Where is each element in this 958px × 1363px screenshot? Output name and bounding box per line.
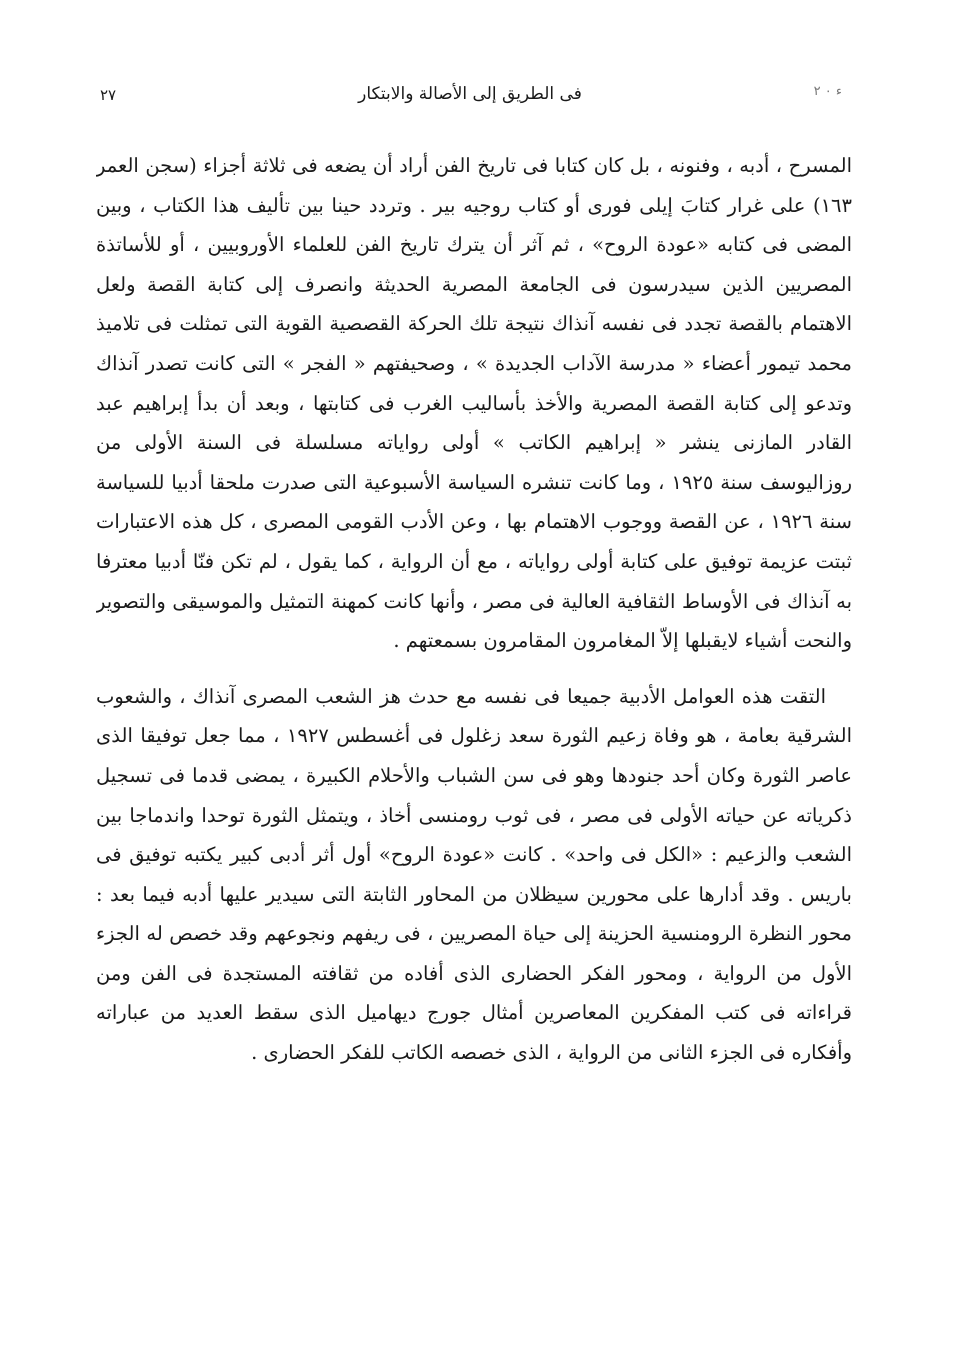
running-header [100,78,840,112]
body-text [96,146,852,1326]
paragraph: التقت هذه العوامل الأدبية جميعا فى نفسه مع حدث هز الشعب المصرى آنذاك ، والشعوب الشرقية بعامة ، هو وفاة زعيم الثورة سعد زغلول فى أغسطس ١٩٢٧ ، مما جعل توفيقا الذى عاصر الثورة وكان أحد جنودها وهو فى سن الشباب والأحلام الكبيرة ، يمضى قدما فى تسجيل ذكرياته عن حياته الأولى فى مصر ، فى ثوب رومنسى أخاذ ، ويتمثل الثورة توحدا واندماجا بين الشعب والزعيم : «الكل فى واحد» . كانت «عودة الروح» أول أثر أدبى كبير يكتبه توفيق فى باريس . وقد أدارها على محورين سيظلان من المحاور الثابتة التى سيدير عليها أدبه فيما بعد : محور النظرة الرومنسية الحزينة إلى حياة المصريين ، فى ريفهم ونجوعهم وقد خصص له الجزء الأول من الرواية ، ومحور الفكر الحضارى الذى أفاده من ثقافته المستجدة فى الفن ومن قراءاته فى كتب المفكرين المعاصرين أمثال جورج ديهاميل الذى سقط العديد من عباراته وأفكاره فى الجزء الثانى من الرواية ، الذى خصصه الكاتب للفكر الحضارى . [96,684,852,1065]
page-number: ٢٧ [100,86,117,104]
paragraph: المسرح ، أدبه ، وفنونه ، بل كان كتابا فى تاريخ الفن أراد أن يضعه فى ثلاثة أجزاء (سجن العمر ١٦٣) على غرار كتابَ إيلى فورى أو كتاب روجيه بير . وتردد حينا بين تأليف هذا الكتاب ، وبين المضى فى كتابه «عودة الروح» ، ثم آثر أن يترك تاريخ الفن للعلماء الأوروبيين ، أو للأساتذة المصريين الذين سيدرسون فى الجامعة المصرية الحديثة وانصرف إلى كتابة القصة ولعل الاهتمام بالقصة تجدد فى نفسه آنذاك نتيجة تلك الحركة القصصية القوية التى تمثلت فى تلاميذ محمد تيمور أعضاء « مدرسة الآداب الجديدة » ، وصحيفتهم « الفجر » التى كانت تصدر آنذاك وتدعو إلى كتابة القصة المصرية والأخذ بأساليب الغرب فى كتابتها ، وبعد أن بدأ إبراهيم عبد القادر المازنى ينشر « إبراهيم الكاتب » أولى رواياته مسلسلة فى السنة الأولى من روزاليوسف سنة ١٩٢٥ ، وما كانت تنشره السياسة الأسبوعية التى صدرت ملحقا أدبيا للسياسة سنة ١٩٢٦ ، عن القصة ووجوب الاهتمام بها ، وعن الأدب القومى المصرى ، كل هذه الاعتبارات ثبتت عزيمة توفيق على كتابة أولى رواياته ، مع أن الرواية ، كما يقول ، لم تكن فنّا أدبيا معترفا به آنذاك فى الأوساط الثقافية العالية فى مصر ، وأنها كانت كمهنة التمثيل والموسيقى والتصوير والنحت أشياء لايقبلها إلاّ المغامرون المقامرون بسمعتهم . [96,154,852,653]
header-mark: ء ٠ ٢ [813,84,842,99]
running-title: فى الطريق إلى الأصالة والابتكار [358,84,582,104]
